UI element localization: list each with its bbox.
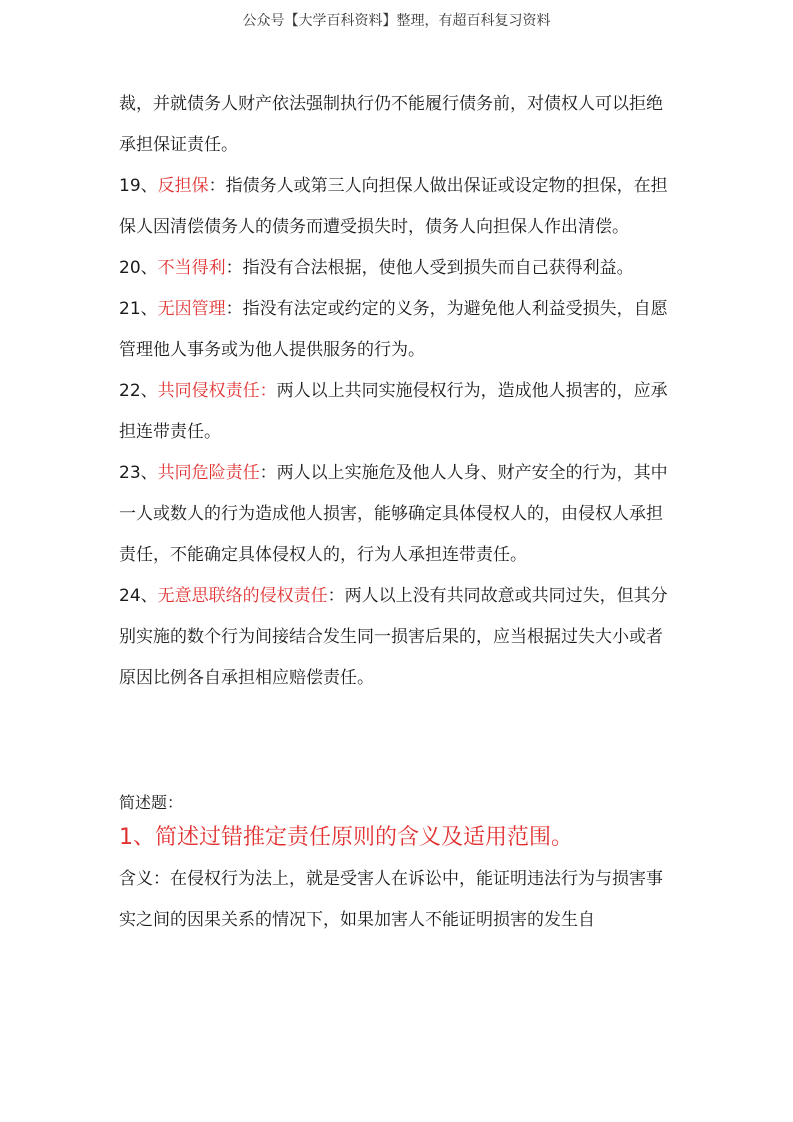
item-number: 21、	[119, 299, 158, 319]
item-number: 22、	[119, 381, 158, 401]
definition-item	[119, 289, 679, 371]
item-number: 20、	[119, 258, 158, 278]
answer-paragraph: 含义：在侵权行为法上，就是受害人在诉讼中，能证明违法行为与损害事实之间的因果关系的情况下，如果加害人不能证明损害的发生自	[119, 869, 663, 930]
section-label: 简述题：	[119, 793, 184, 812]
definition-item	[119, 453, 679, 576]
definition: ：指没有法定或约定的义务，为避免他人利益受损失，自愿管理他人事务或为他人提供服务的行为。	[119, 299, 668, 360]
term: 无意思联络的侵权责任	[157, 586, 328, 606]
term: 共同侵权责任：	[157, 381, 277, 401]
document-body	[119, 84, 679, 941]
continuation-paragraph: 裁，并就债务人财产依法强制执行仍不能履行债务前，对债权人可以拒绝承担保证责任。	[119, 94, 663, 155]
definition: ：两人以上没有共同故意或共同过失，但其分别实施的数个行为间接结合发生同一损害后果的，应当根据过失大小或者原因比例各自承担相应赔偿责任。	[119, 586, 668, 688]
definition-item	[119, 166, 679, 248]
definition-item	[119, 371, 679, 453]
item-number: 19、	[119, 176, 158, 196]
definition: ：两人以上实施危及他人人身、财产安全的行为，其中一人或数人的行为造成他人损害，能够确定具体侵权人的，由侵权人承担责任，不能确定具体侵权人的，行为人承担连带责任。	[119, 463, 668, 565]
term: 不当得利	[157, 258, 226, 278]
term: 共同危险责任	[157, 463, 260, 483]
page-header: 公众号【大学百科资料】整理，有超百科复习资料	[242, 13, 551, 29]
term: 反担保	[157, 176, 209, 196]
question-heading: 1、简述过错推定责任原则的含义及适用范围。	[119, 825, 573, 850]
definition: ：指债务人或第三人向担保人做出保证或设定物的担保，在担保人因清偿债务人的债务而遭受损失时，债务人向担保人作出清偿。	[119, 176, 668, 237]
definition-item	[119, 576, 679, 699]
item-number: 23、	[119, 463, 158, 483]
definition: 两人以上共同实施侵权行为，造成他人损害的，应承担连带责任。	[119, 381, 668, 442]
definition: ：指没有合法根据，使他人受到损失而自己获得利益。	[225, 258, 634, 278]
item-number: 24、	[119, 586, 158, 606]
term: 无因管理	[157, 299, 226, 319]
definition-item	[119, 248, 679, 289]
